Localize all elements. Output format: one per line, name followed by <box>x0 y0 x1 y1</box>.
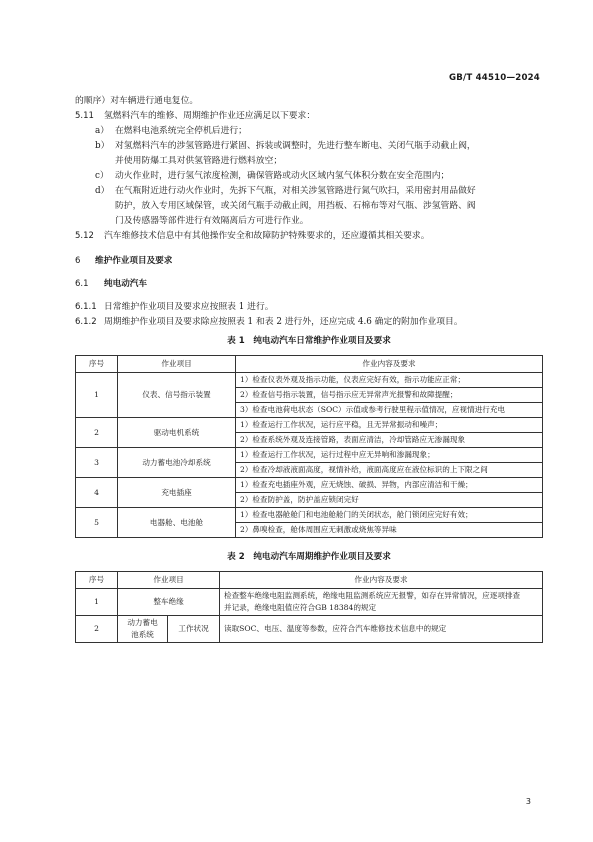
requirement-line: 1）检查仪表外观及指示功能，仪表应完好有效，指示功能应正常； <box>236 373 542 388</box>
row-requirements <box>236 418 543 448</box>
table-row <box>76 508 543 538</box>
row-item: 充电插座 <box>118 478 236 508</box>
row-item-group <box>118 616 168 643</box>
section-number: 6.1 <box>75 279 89 289</box>
header-no: 序号 <box>76 572 118 589</box>
row-no: 2 <box>76 418 118 448</box>
item-group-line: 动力蓄电 <box>127 618 158 627</box>
list-label: b） <box>95 141 110 151</box>
table-row <box>76 478 543 508</box>
row-no: 2 <box>76 616 118 643</box>
row-no: 1 <box>76 589 118 616</box>
clause-number: 6.1.2 <box>75 317 97 327</box>
clause-text: 氢燃料汽车的维修、周期维护作业还应满足以下要求： <box>104 111 316 121</box>
row-no: 1 <box>76 373 118 418</box>
list-item-c <box>75 169 543 184</box>
requirement-line: 1）检查运行工作状况，运行过程中应无异响和渗漏现象； <box>236 448 542 463</box>
row-requirements <box>236 478 543 508</box>
list-text: 对氢燃料汽车的涉氢管路进行紧固、拆装或调整时，先进行整车断电、关闭气瓶手动截止阀， <box>115 141 476 151</box>
table-row <box>76 616 543 643</box>
list-text-cont: 并使用防爆工具对供氢管路进行燃料放空； <box>115 156 283 166</box>
clause-text: 汽车维修技术信息中有其他操作安全和故障防护特殊要求的，还应遵循其相关要求。 <box>104 231 430 241</box>
table-row <box>76 589 543 616</box>
list-label: d） <box>95 186 110 196</box>
list-text-cont: 门及传感器等部件进行有效隔离后方可进行作业。 <box>115 216 309 226</box>
table-1-caption: 表 1 纯电动汽车日常维护作业项目及要求 <box>227 336 391 346</box>
header-item: 作业项目 <box>118 572 220 589</box>
requirement-line: 1）检查电器舱舱门和电池舱舱门的关闭状态，舱门锁闭应完好有效； <box>236 508 542 523</box>
row-item: 驱动电机系统 <box>118 418 236 448</box>
page-number: 3 <box>525 797 531 806</box>
clause-6-1-2 <box>75 315 543 330</box>
list-label: a） <box>95 126 110 136</box>
table-row <box>76 418 543 448</box>
row-requirements <box>220 589 543 616</box>
list-item-b <box>75 139 543 169</box>
list-text: 在燃料电池系统完全停机后进行； <box>115 126 247 136</box>
table-2 <box>75 571 543 643</box>
requirement-line: 检查整车绝缘电阻监测系统，绝缘电阻监测系统应无报警，如存在异常情况，应逐项排查 <box>224 591 521 600</box>
list-text: 在气瓶附近进行动火作业时，先拆下气瓶，对相关涉氢管路进行氮气吹扫，采用密封用品做好 <box>115 186 476 196</box>
header-item: 作业项目 <box>118 356 236 373</box>
intro-line: 的顺序）对车辆进行通电复位。 <box>75 96 199 106</box>
requirement-line: 并记录，绝缘电阻值应符合GB 18384的规定 <box>224 603 377 612</box>
table-header-row <box>76 356 543 373</box>
row-no: 3 <box>76 448 118 478</box>
row-requirements <box>220 616 543 643</box>
clause-6-1-1 <box>75 300 543 315</box>
requirement-line: 2）检查冷却液液面高度，视情补给，液面高度应在液位标识的上下限之间 <box>240 465 488 474</box>
row-item: 电器舱、电池舱 <box>118 508 236 538</box>
clause-5-12 <box>75 229 543 244</box>
row-no: 5 <box>76 508 118 538</box>
row-item: 仪表、信号指示装置 <box>118 373 236 418</box>
page-content <box>75 94 543 643</box>
item-group-line: 池系统 <box>131 630 154 639</box>
standard-number: GB/T 44510—2024 <box>448 73 540 83</box>
row-requirements <box>236 508 543 538</box>
table-1 <box>75 355 543 538</box>
section-6-1-heading <box>75 277 543 292</box>
table-row <box>76 448 543 478</box>
header-requirements: 作业内容及要求 <box>236 356 543 373</box>
clause-number: 6.1.1 <box>75 302 97 312</box>
table-2-caption: 表 2 纯电动汽车周期维护作业项目及要求 <box>227 552 391 562</box>
requirement-line: 1）检查运行工作状况，运行应平稳，且无异常振动和噪声； <box>236 418 542 433</box>
list-item-d <box>75 184 543 229</box>
section-title: 维护作业项目及要求 <box>95 256 173 266</box>
list-label: c） <box>95 171 109 181</box>
row-no: 4 <box>76 478 118 508</box>
clause-5-11 <box>75 109 543 124</box>
row-item-sub: 工作状况 <box>168 616 220 643</box>
row-requirements <box>236 373 543 418</box>
clause-text: 周期维护作业项目及要求除应按照表 1 和表 2 进行外，还应完成 4.6 确定的附加作业项目。 <box>104 317 463 327</box>
clause-text: 日常维护作业项目及要求应按照表 1 进行。 <box>104 302 274 312</box>
list-text-cont: 防护，放入专用区域保管，或关闭气瓶手动截止阀，用挡板、石棉布等对气瓶、涉氢管路、阀 <box>115 201 476 211</box>
requirement-line: 2）检查系统外观及连接管路，表面应清洁，冷却管路应无渗漏现象 <box>240 435 466 444</box>
requirement-line: 1）检查充电插座外观，应无烧蚀、破损、异物，内部应清洁和干燥； <box>236 478 542 493</box>
header-requirements: 作业内容及要求 <box>220 572 543 589</box>
list-item-a <box>75 124 543 139</box>
list-text: 动火作业时，进行氢气浓度检测，确保管路或动火区域内氢气体积分数在安全范围内； <box>115 171 450 181</box>
row-item: 动力蓄电池冷却系统 <box>118 448 236 478</box>
requirement-line: 2）检查信号指示装置，信号指示应无异常声光报警和故障提醒； <box>236 388 542 403</box>
table-row <box>76 373 543 418</box>
section-title: 纯电动汽车 <box>104 279 147 289</box>
section-number: 6 <box>75 256 81 266</box>
requirement-line: 读取SOC、电压、温度等参数，应符合汽车维修技术信息中的规定 <box>224 624 447 633</box>
clause-number: 5.12 <box>75 231 94 241</box>
row-item: 整车绝缘 <box>118 589 220 616</box>
table-header-row <box>76 572 543 589</box>
section-6-heading <box>75 254 543 269</box>
requirement-line: 2）鼻嗅检查，舱体周围应无刺激或烧焦等异味 <box>240 525 397 534</box>
requirement-line: 2）检查防护盖，防护盖应锁闭完好 <box>240 495 359 504</box>
row-requirements <box>236 448 543 478</box>
requirement-line: 3）检查电池荷电状态（SOC）示值或参考行驶里程示值情况，应视情进行充电 <box>240 405 506 414</box>
header-no: 序号 <box>76 356 118 373</box>
clause-number: 5.11 <box>75 111 94 121</box>
